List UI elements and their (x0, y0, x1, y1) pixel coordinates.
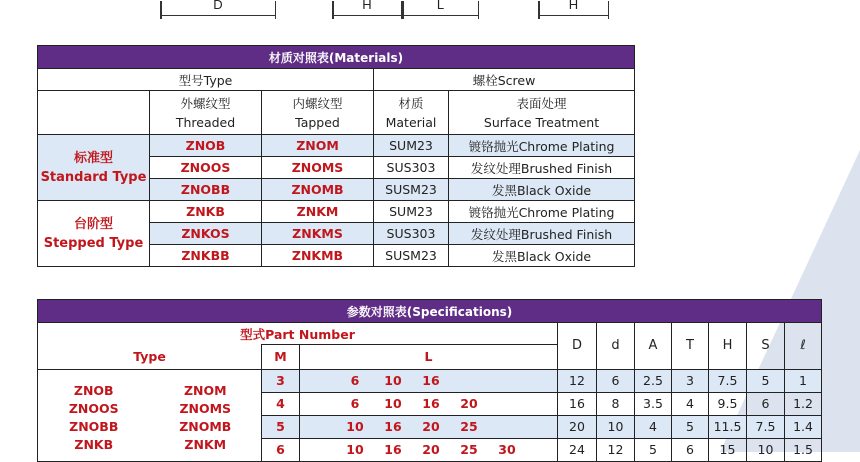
val-S: 10 (747, 438, 785, 461)
val-S: 7.5 (747, 415, 785, 438)
val-T: 4 (672, 392, 709, 415)
l-cell: 6 10 16 20 (300, 392, 558, 415)
col-threaded: 外螺纹型 Threaded (150, 91, 262, 135)
l-cell: 10 16 20 25 (300, 415, 558, 438)
type-threaded-item: ZNKB (74, 436, 114, 452)
col-l: ℓ (785, 323, 822, 370)
l-cell: 10 16 20 25 30 (300, 438, 558, 461)
specs-caption: 参数对照表(Specifications) (38, 300, 822, 323)
col-d: d (597, 323, 635, 370)
cell-material: SUM23 (374, 201, 449, 223)
val-l: 1.5 (785, 438, 822, 461)
type-tapped-item: ZNOMB (179, 418, 232, 434)
cell-surface: 发纹处理Brushed Finish (449, 223, 635, 245)
cell-threaded: ZNKOS (150, 223, 262, 245)
col-T: T (672, 323, 709, 370)
col-material: 材质 Material (374, 91, 449, 135)
cell-surface: 镀铬抛光Chrome Plating (449, 201, 635, 223)
val-A: 3.5 (635, 392, 672, 415)
m-cell: 3 (262, 369, 300, 392)
val-d: 6 (597, 369, 635, 392)
val-H: 15 (709, 438, 747, 461)
val-l: 1.4 (785, 415, 822, 438)
col-surface: 表面处理 Surface Treatment (449, 91, 635, 135)
screw-header: 螺栓Screw (374, 69, 635, 91)
val-H: 11.5 (709, 415, 747, 438)
materials-caption: 材质对照表(Materials) (38, 46, 635, 69)
cell-tapped: ZNOM (262, 135, 374, 157)
cell-surface: 镀铬抛光Chrome Plating (449, 135, 635, 157)
val-A: 2.5 (635, 369, 672, 392)
cell-threaded: ZNOOS (150, 157, 262, 179)
type-threaded-item: ZNOB (73, 382, 114, 398)
type-tapped-item: ZNOMS (179, 400, 232, 416)
cell-tapped: ZNKM (262, 201, 374, 223)
cell-threaded: ZNKBB (150, 245, 262, 267)
cell-surface: 发纹处理Brushed Finish (449, 157, 635, 179)
dimension-d: D (160, 0, 276, 16)
dimension-h: H (332, 0, 402, 16)
cell-tapped: ZNKMB (262, 245, 374, 267)
dimension-l: L (402, 0, 479, 16)
l-col-header: L (300, 345, 558, 370)
cell-threaded: ZNOBB (150, 179, 262, 201)
val-D: 20 (558, 415, 597, 438)
val-d: 10 (597, 415, 635, 438)
cell-material: SUSM23 (374, 245, 449, 267)
val-d: 8 (597, 392, 635, 415)
val-D: 12 (558, 369, 597, 392)
cell-surface: 发黑Black Oxide (449, 245, 635, 267)
cell-material: SUM23 (374, 135, 449, 157)
type-tapped-item: ZNKM (184, 436, 227, 452)
cell-material: SUSM23 (374, 179, 449, 201)
val-D: 24 (558, 438, 597, 461)
group-stepped: 台阶型 Stepped Type (38, 201, 150, 267)
val-D: 16 (558, 392, 597, 415)
m-cell: 5 (262, 415, 300, 438)
val-T: 5 (672, 415, 709, 438)
type-threaded-item: ZNOOS (68, 400, 119, 416)
col-D: D (558, 323, 597, 370)
type-header: 型号Type (38, 69, 374, 91)
cell-tapped: ZNOMS (262, 157, 374, 179)
cell-threaded: ZNOB (150, 135, 262, 157)
col-tapped: 内螺纹型 Tapped (262, 91, 374, 135)
part-number-header: 型式Part Number (38, 323, 558, 345)
m-cell: 6 (262, 438, 300, 461)
val-T: 3 (672, 369, 709, 392)
val-A: 5 (635, 438, 672, 461)
col-A: A (635, 323, 672, 370)
val-A: 4 (635, 415, 672, 438)
col-H: H (709, 323, 747, 370)
val-H: 7.5 (709, 369, 747, 392)
materials-table (37, 45, 635, 267)
m-cell: 4 (262, 392, 300, 415)
type-list (38, 369, 262, 461)
type-col-header: Type (38, 345, 262, 370)
cell-material: SUS303 (374, 223, 449, 245)
val-H: 9.5 (709, 392, 747, 415)
blank-header (38, 91, 150, 135)
val-l: 1.2 (785, 392, 822, 415)
val-T: 6 (672, 438, 709, 461)
type-tapped-item: ZNOM (183, 382, 227, 398)
m-col-header: M (262, 345, 300, 370)
dimension-h2: H (538, 0, 609, 16)
cell-tapped: ZNKMS (262, 223, 374, 245)
col-S: S (747, 323, 785, 370)
cell-tapped: ZNOMB (262, 179, 374, 201)
val-l: 1 (785, 369, 822, 392)
val-S: 6 (747, 392, 785, 415)
cell-threaded: ZNKB (150, 201, 262, 223)
type-threaded-item: ZNOBB (69, 418, 119, 434)
cell-material: SUS303 (374, 157, 449, 179)
val-d: 12 (597, 438, 635, 461)
specifications-table (37, 299, 822, 462)
val-S: 5 (747, 369, 785, 392)
group-standard: 标准型 Standard Type (38, 135, 150, 201)
cell-surface: 发黑Black Oxide (449, 179, 635, 201)
l-cell: 6 10 16 (300, 369, 558, 392)
